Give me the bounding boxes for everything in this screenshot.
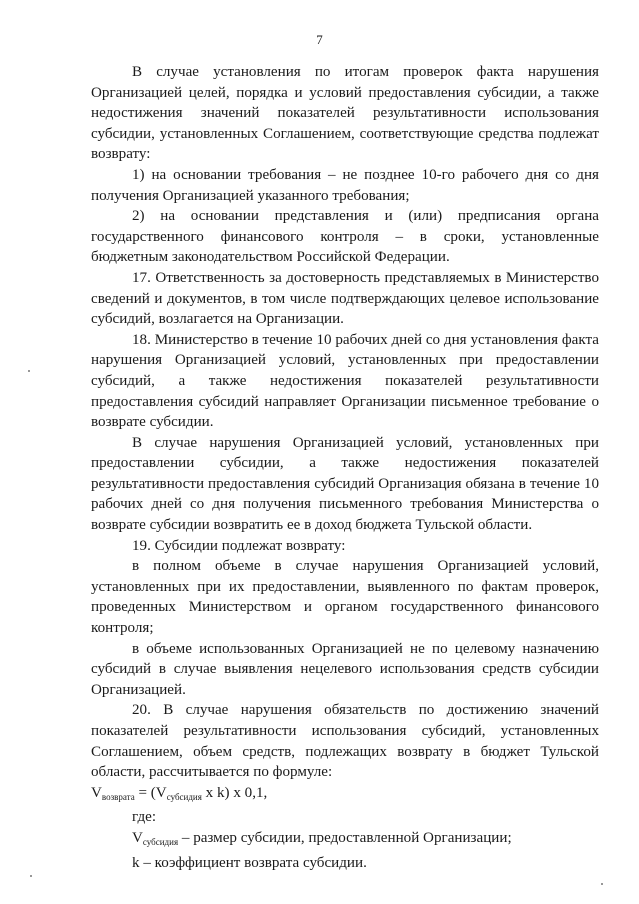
- definition-v-subsidy: [91, 828, 599, 853]
- def-v-symbol: V: [132, 829, 143, 846]
- paragraph-return-conditions: В случае установления по итогам проверок факта нарушения Организацией целей, порядка и условий предоставления субсидии, а также недостижения значений показателей результативности использования субсидии, установленных Соглашением, соответствующие средства подлежат возврату:: [91, 64, 599, 163]
- formula-sub-subsidy: субсидия: [166, 791, 202, 802]
- where-label: где:: [132, 809, 157, 826]
- paragraph-17: 17. Ответственность за достоверность представляемых в Министерство сведений и документов, в том числе подтверждающих целевое использование субсидий, возлагается на Организации.: [91, 269, 599, 328]
- formula-sub-return: возврата: [101, 791, 135, 802]
- paragraph-item-2: 2) на основании представления и (или) предписания органа государственного финансового контроля – в сроки, установленные бюджетным законодательством Российской Федерации.: [91, 208, 599, 266]
- paragraph-19-full: в полном объеме в случае нарушения Организацией условий, установленных при их предоставлении, выявленного по фактам проверок, проведенных Министерством и органом государственного финансового контроля;: [91, 558, 599, 637]
- paragraph-20: 20. В случае нарушения обязательств по достижению значений показателей результативности использования субсидий, установленных Соглашением, объем средств, подлежащих возврату в бюджет Тульской области, рассчитывается по формуле:: [91, 702, 599, 781]
- paragraph-18: 18. Министерство в течение 10 рабочих дней со дня установления факта нарушения Организацией условий, установленных при предоставлении субсидий, а также недостижения показателей результативности предоставления субсидий направляет Организации письменное требование о возврате субсидии.: [91, 331, 599, 431]
- paragraph-18-violation: В случае нарушения Организацией условий, установленных при предоставлении субсидии, а также недостижения показателей результативности предоставления субсидий Организация обязана в течение 10 рабочих дней со дня получения письменного требования Министерства о возврате субсидии возвратить ее в доход бюджета Тульской области.: [91, 434, 599, 534]
- paragraph-19: 19. Субсидии подлежат возврату:: [132, 537, 346, 554]
- def-v-text: – размер субсидии, предоставленной Организации;: [178, 829, 512, 846]
- scan-speck: [601, 883, 603, 885]
- definition-k: k – коэффициент возврата субсидии.: [132, 854, 367, 871]
- paragraph-19-partial: в объеме использованных Организацией не по целевому назначению субсидий в случае выявления нецелевого использования средств субсидии Организацией.: [91, 640, 599, 698]
- formula-v: V: [91, 784, 102, 801]
- formula-tail: x k) x 0,1,: [201, 784, 268, 801]
- paragraph-item-1: 1) на основании требования – не позднее 10-го рабочего дня со дня получения Организацией указанного требования;: [91, 166, 599, 204]
- return-formula: [91, 783, 599, 808]
- scan-speck: [30, 875, 32, 877]
- page-number: 7: [316, 32, 323, 47]
- formula-middle: = (V: [134, 784, 167, 801]
- document-body: [91, 62, 599, 873]
- def-v-sub: субсидия: [142, 836, 179, 847]
- scan-speck: [28, 370, 30, 372]
